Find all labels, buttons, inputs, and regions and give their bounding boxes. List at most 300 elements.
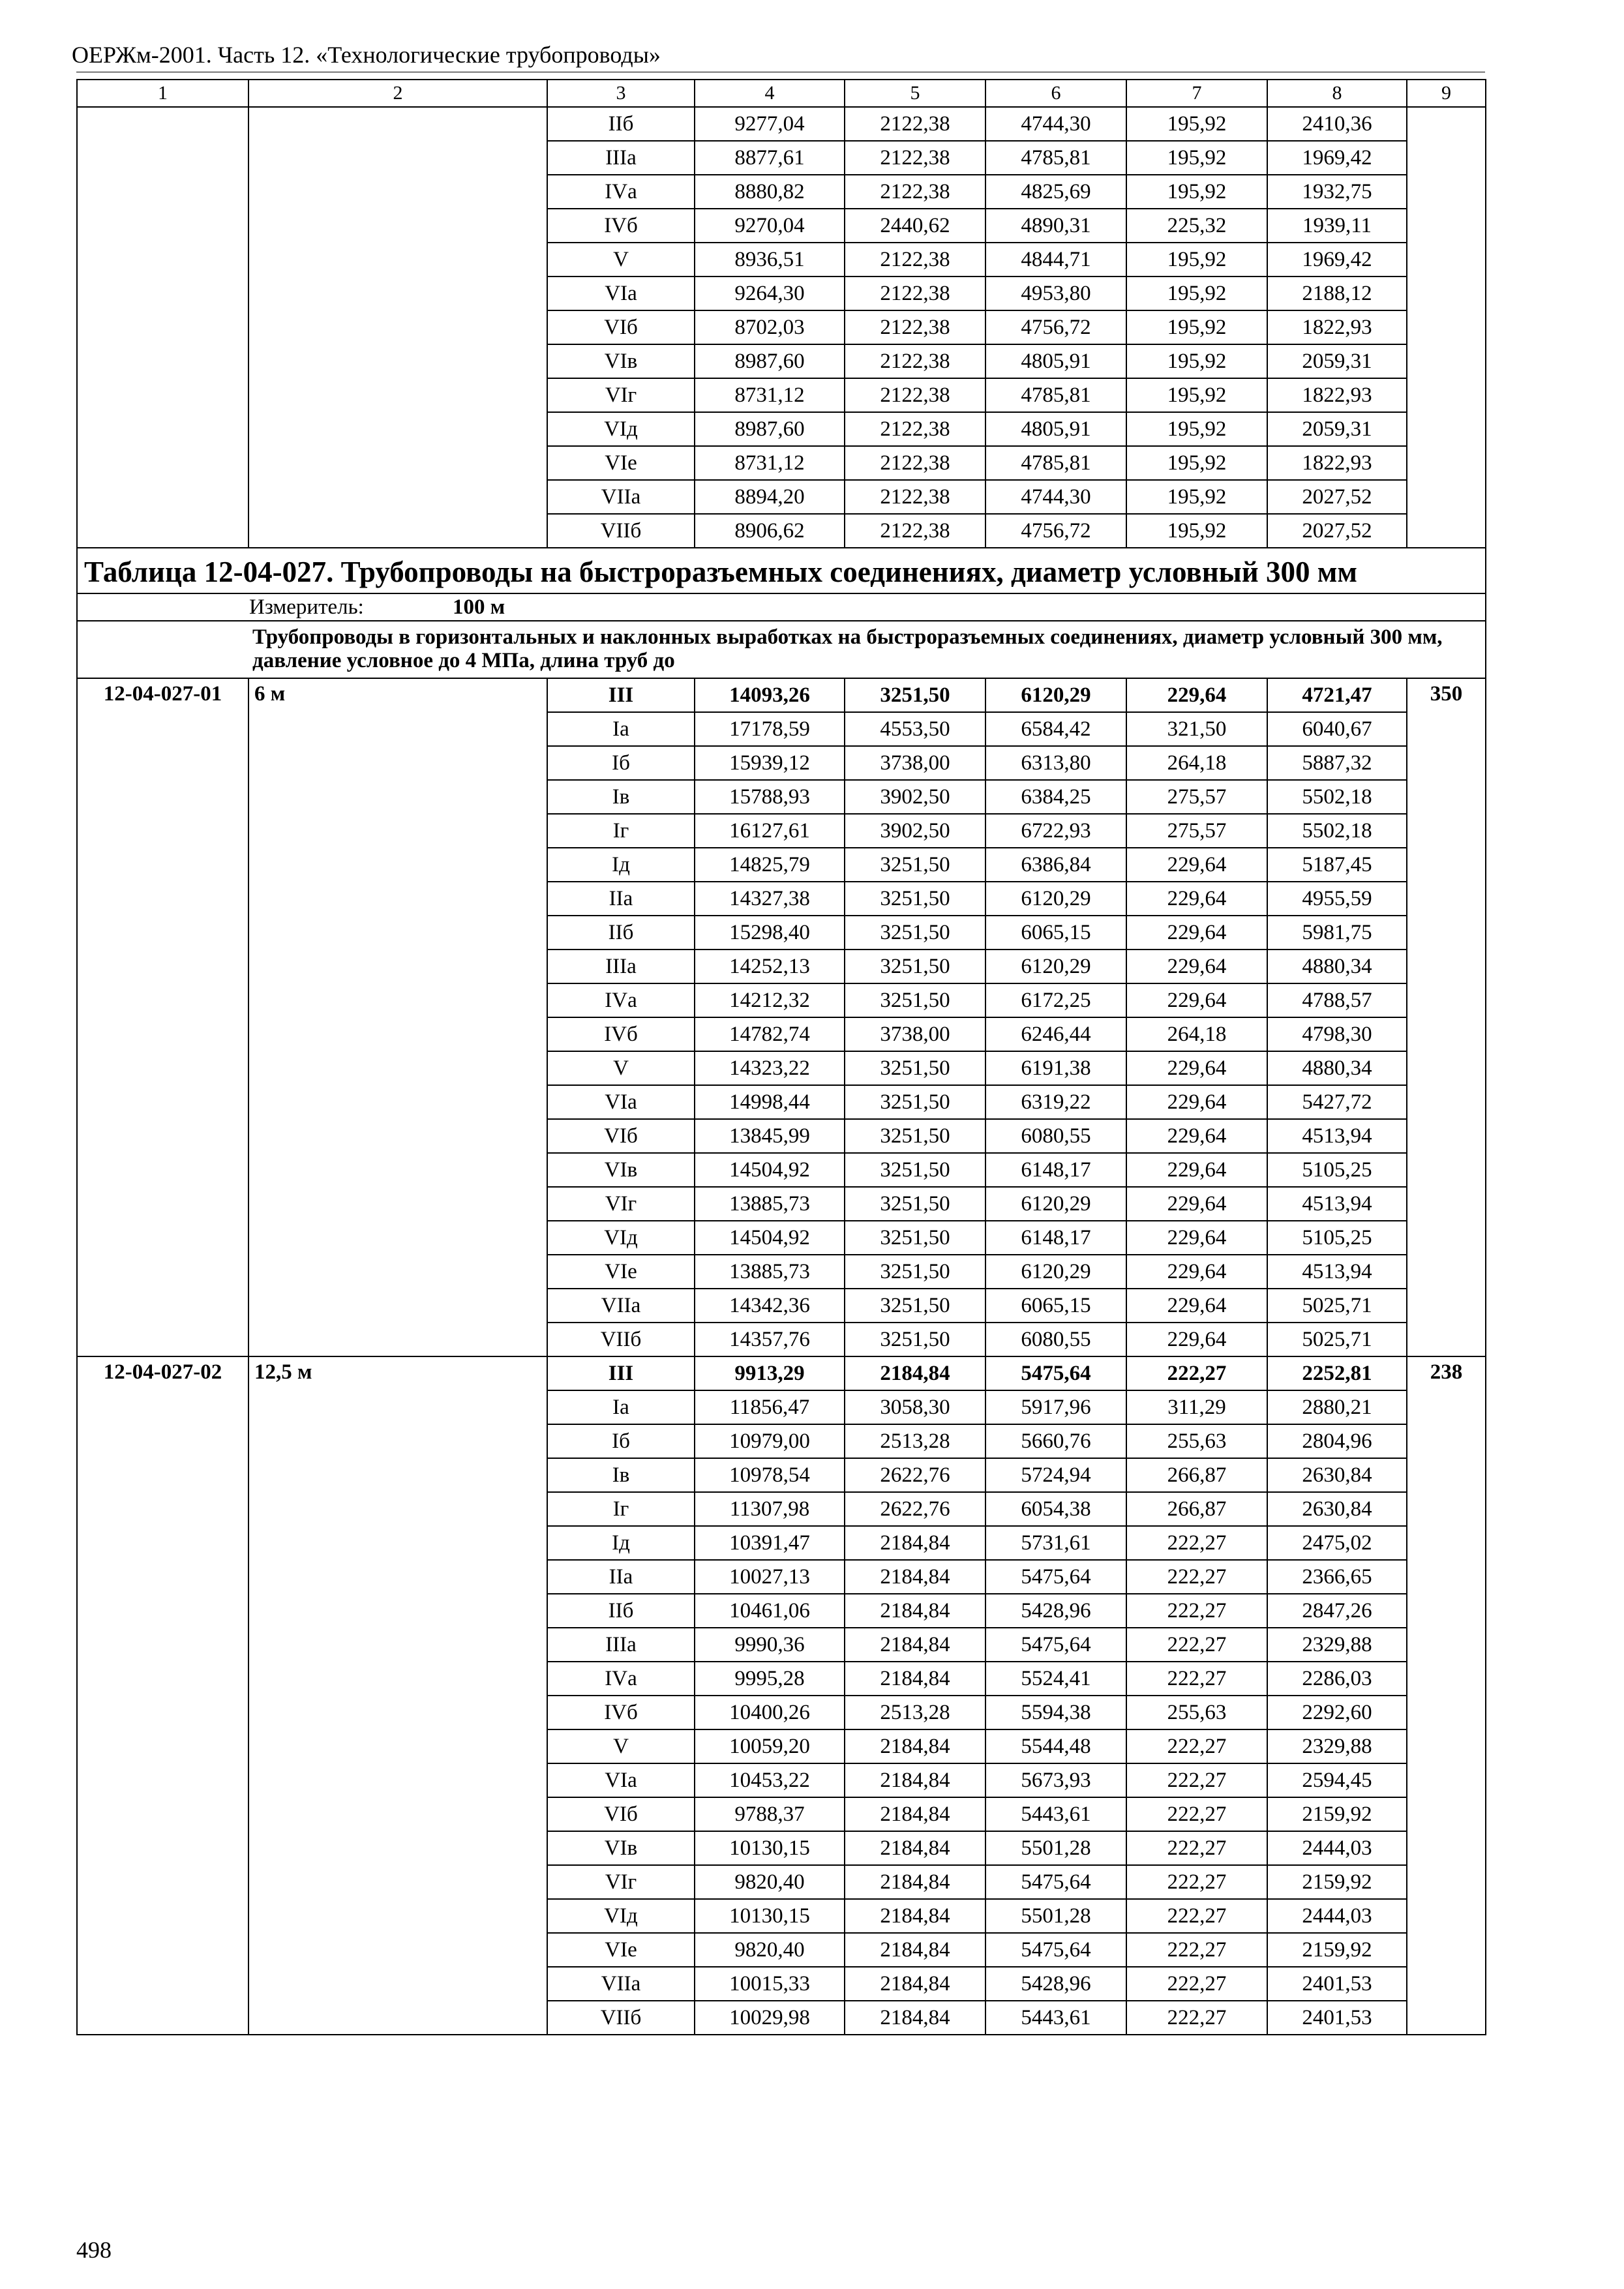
value-cell: 4785,81 xyxy=(985,141,1126,175)
value-cell: 6319,22 xyxy=(985,1085,1126,1119)
row-code-cell: VIа xyxy=(547,1085,695,1119)
value-cell: 321,50 xyxy=(1126,712,1267,746)
row-code-cell: VIв xyxy=(547,344,695,378)
value-cell: 4953,80 xyxy=(985,277,1126,310)
code-cell xyxy=(77,107,248,548)
value-cell: 17178,59 xyxy=(695,712,845,746)
value-cell: 229,64 xyxy=(1126,1323,1267,1356)
value-cell: 229,64 xyxy=(1126,983,1267,1017)
value-cell: 4890,31 xyxy=(985,209,1126,243)
row-code-cell: Iд xyxy=(547,1526,695,1560)
value-cell: 6584,42 xyxy=(985,712,1126,746)
value-cell: 9264,30 xyxy=(695,277,845,310)
value-cell: 311,29 xyxy=(1126,1390,1267,1424)
value-cell: 2159,92 xyxy=(1267,1865,1407,1899)
value-cell: 2401,53 xyxy=(1267,2001,1407,2035)
value-cell: 229,64 xyxy=(1126,916,1267,950)
row-code-cell: IIа xyxy=(547,1560,695,1594)
value-cell: 229,64 xyxy=(1126,1221,1267,1255)
column-header: 8 xyxy=(1267,80,1407,107)
value-cell: 266,87 xyxy=(1126,1492,1267,1526)
value-cell: 2184,84 xyxy=(845,1797,985,1831)
value-cell: 1939,11 xyxy=(1267,209,1407,243)
value-cell: 3902,50 xyxy=(845,780,985,814)
col9-cell xyxy=(1407,107,1486,548)
value-cell: 195,92 xyxy=(1126,344,1267,378)
value-cell: 2329,88 xyxy=(1267,1628,1407,1662)
value-cell: 4880,34 xyxy=(1267,1051,1407,1085)
description-spacer xyxy=(77,621,248,678)
row-code-cell: VIв xyxy=(547,1153,695,1187)
value-cell: 229,64 xyxy=(1126,1289,1267,1323)
value-cell: 6313,80 xyxy=(985,746,1126,780)
value-cell: 4805,91 xyxy=(985,412,1126,446)
value-cell: 222,27 xyxy=(1126,1560,1267,1594)
value-cell: 6054,38 xyxy=(985,1492,1126,1526)
value-cell: 5731,61 xyxy=(985,1526,1126,1560)
value-cell: 222,27 xyxy=(1126,1831,1267,1865)
value-cell: 6120,29 xyxy=(985,1255,1126,1289)
row-code-cell: IVа xyxy=(547,175,695,209)
value-cell: 5428,96 xyxy=(985,1967,1126,2001)
value-cell: 8987,60 xyxy=(695,344,845,378)
row-code-cell: IIб xyxy=(547,107,695,141)
row-code-cell: IVа xyxy=(547,983,695,1017)
value-cell: 10391,47 xyxy=(695,1526,845,1560)
value-cell: 3251,50 xyxy=(845,1187,985,1221)
value-cell: 3902,50 xyxy=(845,814,985,848)
row-code-cell: V xyxy=(547,1051,695,1085)
value-cell: 3251,50 xyxy=(845,916,985,950)
value-cell: 5475,64 xyxy=(985,1560,1126,1594)
value-cell: 3251,50 xyxy=(845,1289,985,1323)
value-cell: 222,27 xyxy=(1126,1967,1267,2001)
value-cell: 5544,48 xyxy=(985,1729,1126,1763)
value-cell: 8731,12 xyxy=(695,446,845,480)
value-cell: 2184,84 xyxy=(845,1899,985,1933)
value-cell: 222,27 xyxy=(1126,2001,1267,2035)
value-cell: 6246,44 xyxy=(985,1017,1126,1051)
value-cell: 4825,69 xyxy=(985,175,1126,209)
value-cell: 10015,33 xyxy=(695,1967,845,2001)
value-cell: 10029,98 xyxy=(695,2001,845,2035)
value-cell: 2622,76 xyxy=(845,1458,985,1492)
value-cell: 2122,38 xyxy=(845,107,985,141)
value-cell: 2122,38 xyxy=(845,378,985,412)
row-code-cell: VIIб xyxy=(547,514,695,548)
value-cell: 6120,29 xyxy=(985,950,1126,983)
rate-code: 12-04-027-01 xyxy=(77,678,248,1356)
value-cell: 16127,61 xyxy=(695,814,845,848)
value-cell: 5501,28 xyxy=(985,1831,1126,1865)
value-cell: 2804,96 xyxy=(1267,1424,1407,1458)
value-cell: 2122,38 xyxy=(845,277,985,310)
value-cell: 6148,17 xyxy=(985,1153,1126,1187)
table-row xyxy=(77,678,1486,712)
row-code-cell: VIг xyxy=(547,1187,695,1221)
value-cell: 229,64 xyxy=(1126,1119,1267,1153)
value-cell: 10461,06 xyxy=(695,1594,845,1628)
value-cell: 5475,64 xyxy=(985,1865,1126,1899)
value-cell: 2122,38 xyxy=(845,412,985,446)
value-cell: 2410,36 xyxy=(1267,107,1407,141)
name-cell xyxy=(248,107,547,548)
row-code-cell: VIд xyxy=(547,1899,695,1933)
value-cell: 3738,00 xyxy=(845,746,985,780)
value-cell: 9270,04 xyxy=(695,209,845,243)
measure-line xyxy=(78,594,1485,620)
value-cell: 2122,38 xyxy=(845,141,985,175)
value-cell: 2622,76 xyxy=(845,1492,985,1526)
column-header: 7 xyxy=(1126,80,1267,107)
value-cell: 195,92 xyxy=(1126,175,1267,209)
value-cell: 2059,31 xyxy=(1267,412,1407,446)
value-cell: 4756,72 xyxy=(985,514,1126,548)
value-cell: 10027,13 xyxy=(695,1560,845,1594)
value-cell: 2630,84 xyxy=(1267,1458,1407,1492)
value-cell: 5475,64 xyxy=(985,1628,1126,1662)
value-cell: 1822,93 xyxy=(1267,446,1407,480)
value-cell: 222,27 xyxy=(1126,1763,1267,1797)
row-code-cell: VIг xyxy=(547,1865,695,1899)
value-cell: 195,92 xyxy=(1126,277,1267,310)
value-cell: 10130,15 xyxy=(695,1899,845,1933)
value-cell: 2513,28 xyxy=(845,1424,985,1458)
row-code-cell: VIIа xyxy=(547,1289,695,1323)
value-cell: 8987,60 xyxy=(695,412,845,446)
value-cell: 5443,61 xyxy=(985,1797,1126,1831)
value-cell: 8894,20 xyxy=(695,480,845,514)
value-cell: 2184,84 xyxy=(845,1933,985,1967)
value-cell: 229,64 xyxy=(1126,848,1267,882)
row-code-cell: III xyxy=(547,678,695,712)
value-cell: 222,27 xyxy=(1126,1526,1267,1560)
value-cell: 3251,50 xyxy=(845,1323,985,1356)
row-code-cell: Iа xyxy=(547,712,695,746)
value-cell: 6065,15 xyxy=(985,1289,1126,1323)
value-cell: 195,92 xyxy=(1126,243,1267,277)
value-cell: 5443,61 xyxy=(985,2001,1126,2035)
value-cell: 5594,38 xyxy=(985,1696,1126,1729)
value-cell: 255,63 xyxy=(1126,1424,1267,1458)
value-cell: 14825,79 xyxy=(695,848,845,882)
value-cell: 5105,25 xyxy=(1267,1221,1407,1255)
value-cell: 2329,88 xyxy=(1267,1729,1407,1763)
value-cell: 2513,28 xyxy=(845,1696,985,1729)
value-cell: 5660,76 xyxy=(985,1424,1126,1458)
value-cell: 4513,94 xyxy=(1267,1119,1407,1153)
value-cell: 9990,36 xyxy=(695,1628,845,1662)
price-table xyxy=(76,79,1486,2035)
value-cell: 229,64 xyxy=(1126,678,1267,712)
value-cell: 14327,38 xyxy=(695,882,845,916)
row-code-cell: IIб xyxy=(547,916,695,950)
row-code-cell: VIб xyxy=(547,1119,695,1153)
column-header: 2 xyxy=(248,80,547,107)
value-cell: 5887,32 xyxy=(1267,746,1407,780)
value-cell: 5673,93 xyxy=(985,1763,1126,1797)
value-cell: 266,87 xyxy=(1126,1458,1267,1492)
row-code-cell: Iб xyxy=(547,1424,695,1458)
page-number: 498 xyxy=(76,2237,112,2263)
value-cell: 2401,53 xyxy=(1267,1967,1407,2001)
row-code-cell: Iг xyxy=(547,814,695,848)
value-cell: 8702,03 xyxy=(695,310,845,344)
value-cell: 2122,38 xyxy=(845,243,985,277)
value-cell: 229,64 xyxy=(1126,1255,1267,1289)
value-cell: 222,27 xyxy=(1126,1865,1267,1899)
value-cell: 3251,50 xyxy=(845,848,985,882)
value-cell: 5917,96 xyxy=(985,1390,1126,1424)
row-code-cell: Iд xyxy=(547,848,695,882)
value-cell: 195,92 xyxy=(1126,141,1267,175)
value-cell: 3251,50 xyxy=(845,950,985,983)
column-header: 5 xyxy=(845,80,985,107)
column-header: 4 xyxy=(695,80,845,107)
value-cell: 6386,84 xyxy=(985,848,1126,882)
table-body xyxy=(77,80,1486,2035)
row-code-cell: IIIа xyxy=(547,950,695,983)
value-cell: 195,92 xyxy=(1126,480,1267,514)
value-cell: 5427,72 xyxy=(1267,1085,1407,1119)
value-cell: 2184,84 xyxy=(845,1763,985,1797)
value-cell: 4785,81 xyxy=(985,446,1126,480)
value-cell: 1969,42 xyxy=(1267,243,1407,277)
value-cell: 229,64 xyxy=(1126,1085,1267,1119)
value-cell: 255,63 xyxy=(1126,1696,1267,1729)
value-cell: 2188,12 xyxy=(1267,277,1407,310)
value-cell: 195,92 xyxy=(1126,310,1267,344)
value-cell: 10400,26 xyxy=(695,1696,845,1729)
value-cell: 222,27 xyxy=(1126,1662,1267,1696)
value-cell: 222,27 xyxy=(1126,1628,1267,1662)
value-cell: 8936,51 xyxy=(695,243,845,277)
page-header-title: ОЕРЖм-2001. Часть 12. «Технологические трубопроводы» xyxy=(72,42,661,68)
value-cell: 222,27 xyxy=(1126,1933,1267,1967)
measure-value: 100 м xyxy=(453,595,505,619)
section-title: Таблица 12-04-027. Трубопроводы на быстроразъемных соединениях, диаметр условный 300 мм xyxy=(77,548,1486,593)
value-cell: 10453,22 xyxy=(695,1763,845,1797)
value-cell: 2184,84 xyxy=(845,1594,985,1628)
row-code-cell: VIд xyxy=(547,412,695,446)
value-cell: 14504,92 xyxy=(695,1221,845,1255)
value-cell: 4721,47 xyxy=(1267,678,1407,712)
value-cell: 195,92 xyxy=(1126,514,1267,548)
value-cell: 222,27 xyxy=(1126,1729,1267,1763)
value-cell: 2122,38 xyxy=(845,344,985,378)
column-header: 6 xyxy=(985,80,1126,107)
value-cell: 14782,74 xyxy=(695,1017,845,1051)
value-cell: 14212,32 xyxy=(695,983,845,1017)
row-code-cell: IIа xyxy=(547,882,695,916)
table-row xyxy=(77,1356,1486,1390)
column-header: 1 xyxy=(77,80,248,107)
value-cell: 2184,84 xyxy=(845,1831,985,1865)
row-code-cell: IVа xyxy=(547,1662,695,1696)
value-cell: 229,64 xyxy=(1126,882,1267,916)
value-cell: 4756,72 xyxy=(985,310,1126,344)
value-cell: 6172,25 xyxy=(985,983,1126,1017)
value-cell: 4805,91 xyxy=(985,344,1126,378)
value-cell: 4513,94 xyxy=(1267,1255,1407,1289)
value-cell: 15788,93 xyxy=(695,780,845,814)
value-cell: 5187,45 xyxy=(1267,848,1407,882)
value-cell: 195,92 xyxy=(1126,446,1267,480)
value-cell: 14093,26 xyxy=(695,678,845,712)
row-code-cell: IIIа xyxy=(547,1628,695,1662)
value-cell: 2440,62 xyxy=(845,209,985,243)
value-cell: 9995,28 xyxy=(695,1662,845,1696)
value-cell: 2252,81 xyxy=(1267,1356,1407,1390)
value-cell: 195,92 xyxy=(1126,412,1267,446)
rate-name: 6 м xyxy=(248,678,547,1356)
value-cell: 6065,15 xyxy=(985,916,1126,950)
value-cell: 14323,22 xyxy=(695,1051,845,1085)
rate-name: 12,5 м xyxy=(248,1356,547,2035)
value-cell: 195,92 xyxy=(1126,107,1267,141)
value-cell: 4785,81 xyxy=(985,378,1126,412)
value-cell: 2122,38 xyxy=(845,480,985,514)
value-cell: 229,64 xyxy=(1126,1051,1267,1085)
row-code-cell: IVб xyxy=(547,1017,695,1051)
column-header-row xyxy=(77,80,1486,107)
row-code-cell: VIа xyxy=(547,1763,695,1797)
section-title-row xyxy=(77,548,1486,593)
row-code-cell: III xyxy=(547,1356,695,1390)
value-cell: 9820,40 xyxy=(695,1865,845,1899)
value-cell: 195,92 xyxy=(1126,378,1267,412)
value-cell: 229,64 xyxy=(1126,1153,1267,1187)
column-header: 3 xyxy=(547,80,695,107)
value-cell: 9277,04 xyxy=(695,107,845,141)
value-cell: 13845,99 xyxy=(695,1119,845,1153)
rate-code: 12-04-027-02 xyxy=(77,1356,248,2035)
value-cell: 5428,96 xyxy=(985,1594,1126,1628)
value-cell: 3251,50 xyxy=(845,1085,985,1119)
value-cell: 14342,36 xyxy=(695,1289,845,1323)
row-code-cell: Iг xyxy=(547,1492,695,1526)
value-cell: 2184,84 xyxy=(845,1729,985,1763)
value-cell: 222,27 xyxy=(1126,1797,1267,1831)
value-cell: 14252,13 xyxy=(695,950,845,983)
value-cell: 6080,55 xyxy=(985,1119,1126,1153)
value-cell: 9913,29 xyxy=(695,1356,845,1390)
value-cell: 4553,50 xyxy=(845,712,985,746)
value-cell: 2184,84 xyxy=(845,1628,985,1662)
value-cell: 275,57 xyxy=(1126,780,1267,814)
value-cell: 14998,44 xyxy=(695,1085,845,1119)
row-code-cell: V xyxy=(547,243,695,277)
value-cell: 2184,84 xyxy=(845,1526,985,1560)
row-code-cell: VIе xyxy=(547,1933,695,1967)
value-cell: 2880,21 xyxy=(1267,1390,1407,1424)
value-cell: 2444,03 xyxy=(1267,1831,1407,1865)
value-cell: 5501,28 xyxy=(985,1899,1126,1933)
value-cell: 3738,00 xyxy=(845,1017,985,1051)
value-cell: 2184,84 xyxy=(845,1865,985,1899)
value-cell: 2184,84 xyxy=(845,2001,985,2035)
value-cell: 2122,38 xyxy=(845,310,985,344)
value-cell: 5981,75 xyxy=(1267,916,1407,950)
value-cell: 4798,30 xyxy=(1267,1017,1407,1051)
value-cell: 2444,03 xyxy=(1267,1899,1407,1933)
value-cell: 6120,29 xyxy=(985,1187,1126,1221)
value-cell: 3251,50 xyxy=(845,1051,985,1085)
row-code-cell: Iв xyxy=(547,780,695,814)
row-code-cell: IIб xyxy=(547,1594,695,1628)
row-code-cell: IVб xyxy=(547,1696,695,1729)
row-code-cell: V xyxy=(547,1729,695,1763)
value-cell: 10130,15 xyxy=(695,1831,845,1865)
value-cell: 2366,65 xyxy=(1267,1560,1407,1594)
value-cell: 264,18 xyxy=(1126,746,1267,780)
value-cell: 10978,54 xyxy=(695,1458,845,1492)
value-cell: 5524,41 xyxy=(985,1662,1126,1696)
value-cell: 2027,52 xyxy=(1267,514,1407,548)
value-cell: 8731,12 xyxy=(695,378,845,412)
row-code-cell: Iв xyxy=(547,1458,695,1492)
row-code-cell: VIе xyxy=(547,1255,695,1289)
value-cell: 229,64 xyxy=(1126,950,1267,983)
value-cell: 222,27 xyxy=(1126,1594,1267,1628)
value-cell: 3251,50 xyxy=(845,1255,985,1289)
value-cell: 5025,71 xyxy=(1267,1323,1407,1356)
value-cell: 5502,18 xyxy=(1267,814,1407,848)
value-cell: 9820,40 xyxy=(695,1933,845,1967)
value-cell: 5724,94 xyxy=(985,1458,1126,1492)
value-cell: 11856,47 xyxy=(695,1390,845,1424)
value-cell: 5105,25 xyxy=(1267,1153,1407,1187)
value-cell: 2122,38 xyxy=(845,446,985,480)
value-cell: 2286,03 xyxy=(1267,1662,1407,1696)
value-cell: 2594,45 xyxy=(1267,1763,1407,1797)
value-cell: 8906,62 xyxy=(695,514,845,548)
value-cell: 2159,92 xyxy=(1267,1797,1407,1831)
value-cell: 2027,52 xyxy=(1267,480,1407,514)
row-code-cell: Iа xyxy=(547,1390,695,1424)
value-cell: 1932,75 xyxy=(1267,175,1407,209)
value-cell: 6384,25 xyxy=(985,780,1126,814)
row-code-cell: VIа xyxy=(547,277,695,310)
value-cell: 6191,38 xyxy=(985,1051,1126,1085)
value-cell: 6148,17 xyxy=(985,1221,1126,1255)
value-cell: 6040,67 xyxy=(1267,712,1407,746)
value-cell: 13885,73 xyxy=(695,1255,845,1289)
value-cell: 5475,64 xyxy=(985,1933,1126,1967)
value-cell: 4844,71 xyxy=(985,243,1126,277)
col9-value: 350 xyxy=(1407,678,1486,1356)
value-cell: 6120,29 xyxy=(985,678,1126,712)
table-row xyxy=(77,107,1486,141)
row-code-cell: VIIа xyxy=(547,1967,695,2001)
value-cell: 2475,02 xyxy=(1267,1526,1407,1560)
value-cell: 1969,42 xyxy=(1267,141,1407,175)
value-cell: 15298,40 xyxy=(695,916,845,950)
value-cell: 4744,30 xyxy=(985,480,1126,514)
value-cell: 2847,26 xyxy=(1267,1594,1407,1628)
value-cell: 3251,50 xyxy=(845,983,985,1017)
value-cell: 6722,93 xyxy=(985,814,1126,848)
value-cell: 4955,59 xyxy=(1267,882,1407,916)
row-code-cell: IVб xyxy=(547,209,695,243)
value-cell: 1822,93 xyxy=(1267,310,1407,344)
section-description: Трубопроводы в горизонтальных и наклонных выработках на быстроразъемных соединениях, диаметр условный 300 мм, давление условное до 4 МПа, длина труб до xyxy=(248,621,1486,678)
value-cell: 10059,20 xyxy=(695,1729,845,1763)
measure-cell xyxy=(77,593,1486,621)
value-cell: 2184,84 xyxy=(845,1967,985,2001)
value-cell: 3058,30 xyxy=(845,1390,985,1424)
description-row xyxy=(77,621,1486,678)
